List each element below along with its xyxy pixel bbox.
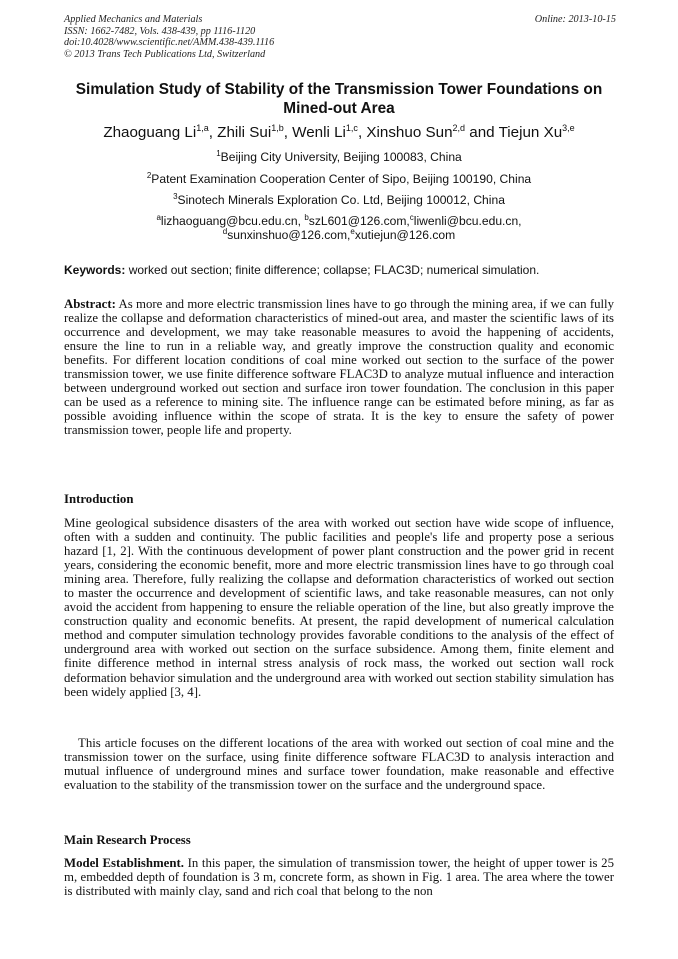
author-sup: 1,c [345,123,358,133]
author-sup: 3,e [562,123,575,133]
keywords-text: worked out section; finite difference; collapse; FLAC3D; numerical simulation. [125,263,540,277]
email-sup: c [409,213,414,222]
affiliation-sup: 2 [146,171,152,180]
email-address[interactable]: szL601@126.com, [308,214,410,228]
intro-paragraph-2: This article focuses on the different locations of the area with worked out section of coal mine and the transmission tower on the surface, using finite difference software FLAC3D to analysis interaction and mutual influence of underground mines and surface tower foundation, make reasonable and effective evaluation to the stability of the transmission tower on the surface and the underground space. [64,736,614,793]
author-sep: , [283,124,293,141]
email-sup: b [304,213,309,222]
online-date: Online: 2013-10-15 [534,14,616,25]
email-sup: a [156,213,161,222]
paper-title: Simulation Study of Stability of the Transmission Tower Foundations on Mined-out Area [75,81,603,117]
doi-line: doi:10.4028/www.scientific.net/AMM.438-439.1116 [64,37,275,49]
keywords [64,263,624,277]
email-address[interactable]: sunxinshuo@126.com, [227,228,351,242]
model-establishment-paragraph [64,856,614,898]
author-sup: 1,b [271,123,284,133]
affiliation-text: Patent Examination Cooperation Center of Sipo, Beijing 100190, China [151,172,532,186]
author-list [40,123,638,143]
affiliation-text: Sinotech Minerals Exploration Co. Ltd, Beijing 100012, China [177,193,505,207]
author-name: Xinshuo Sun [366,124,453,141]
author-sup: 2,d [452,123,466,133]
author-name: Zhaoguang Li [103,124,197,141]
affiliation-text: Beijing City University, Beijing 100083, China [220,150,462,164]
issn-line: ISSN: 1662-7482, Vols. 438-439, pp 1116-1120 [64,25,256,37]
author-sup: 1,a [196,123,209,133]
section-heading-introduction: Introduction [64,492,134,506]
email-sup: d [222,227,228,236]
author-name: Zhili Sui [217,124,272,141]
model-establishment-label: Model Establishment. [64,856,184,870]
author-sep: , [208,124,218,141]
journal-name: Applied Mechanics and Materials [64,14,203,25]
affiliation-sup: 3 [173,192,178,201]
email-line-1 [40,214,638,228]
email-address[interactable]: liwenli@bcu.edu.cn, [413,214,522,228]
intro-paragraph-1: Mine geological subsidence disasters of the area with worked out section have wide scope of influence, often with a sudden and continuity. The public facilities and people's life and property pose a serious hazard [1, 2]. With the continuous development of power plant construction and the power grid in recent years, considering the economic benefit, more and more electric transmission lines have to go through coal mining area. Therefore, fully realizing the collapse and deformation characteristics of worked out section to master the occurrence and development of scientific laws, and take reasonable measures, can not only avoid the accident from happening to ensure the reliable operation of the line, but also greatly improve the construction quality and economic benefits. At present, the rapid development of numerical calculation method and computer simulation technology provides favorable conditions to the analysis of the effect of underground area with worked out section on the surface subsidence. Among them, finite element and finite difference method in internal stress analysis of rock mass, the worked out section wall rock deformation behavior simulation and the underground area with worked out section stability simulation has been widely applied [3, 4]. [64,516,614,699]
email-line-2 [40,228,638,242]
author-name: Tiejun Xu [498,124,563,141]
author-sep: , [357,124,367,141]
author-sep: and [465,124,499,141]
copyright-line: © 2013 Trans Tech Publications Ltd, Switzerland [64,48,266,60]
affiliation-1 [40,150,638,164]
abstract-text: As more and more electric transmission lines have to go through the mining area, if we can fully realize the collapse and deformation characteristics of mined-out area, and master the scientific laws of its occurrence and development, we may take reasonable measures to avoid the happening of accidents, ensure the line to run in a reliable way, and greatly improve the construction quality and economic benefits. For different location conditions of coal mine worked out section to the surface of the power transmission tower, we use finite difference software FLAC3D to analyze mutual influence and interaction between underground worked out section and surface iron tower foundation. The conclusion in this paper can be used as a reference to mining site. The influence range can be estimated before mining, as far as possible avoiding influence within the scope of strata. It is the key to ensure the safety of power transmission tower, people life and property. [64,297,614,438]
section-heading-main-research: Main Research Process [64,833,191,847]
email-address[interactable]: lizhaoguang@bcu.edu.cn, [160,214,305,228]
email-address[interactable]: xutiejun@126.com [354,228,456,242]
model-establishment-text: In this paper, the simulation of transmission tower, the height of upper tower is 25 m, embedded depth of foundation is 3 m, concrete form, as shown in Fig. 1 area. The area where the tower is distributed with mainly clay, sand and rich coal that belong to the non [64,856,614,899]
email-sup: e [350,227,355,236]
author-name: Wenli Li [292,124,346,141]
affiliation-3 [40,193,638,207]
affiliation-2 [40,172,638,186]
affiliation-sup: 1 [216,149,221,158]
journal-header [64,14,616,60]
abstract-label: Abstract: [64,297,116,311]
keywords-label: Keywords: [64,263,126,277]
abstract [64,297,614,437]
